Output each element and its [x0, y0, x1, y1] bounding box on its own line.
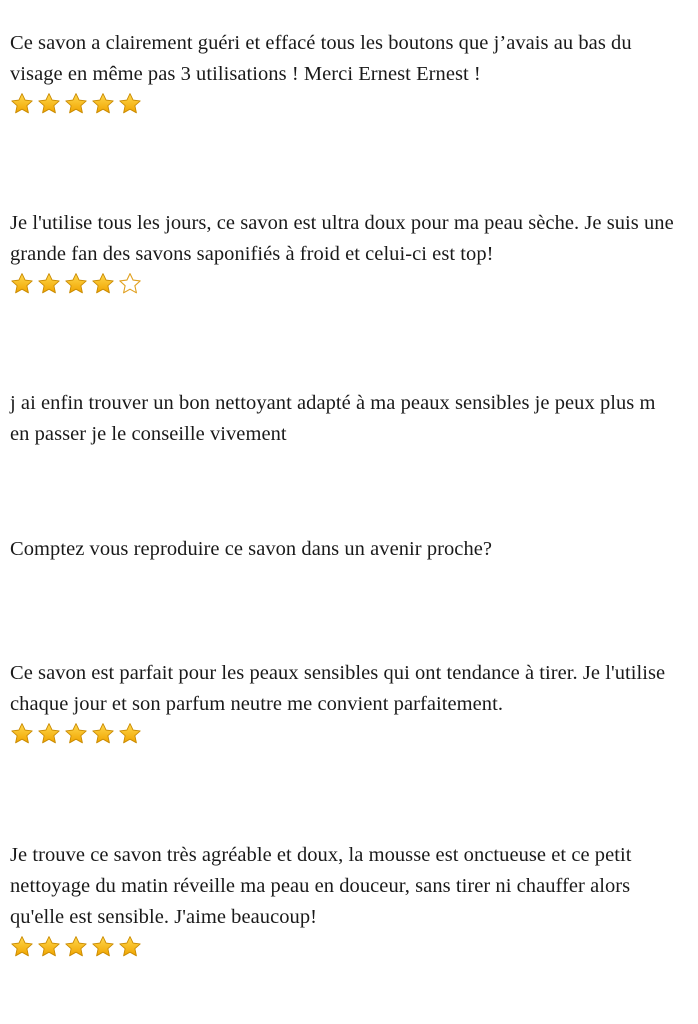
star-filled-icon	[91, 722, 115, 746]
star-filled-icon	[10, 272, 34, 296]
review-item	[10, 208, 680, 297]
review-item	[10, 28, 680, 117]
review-text: Ce savon est parfait pour les peaux sensibles qui ont tendance à tirer. Je l'utilise chaque jour et son parfum neutre me convient parfaitement.	[10, 662, 666, 715]
star-filled-icon	[64, 722, 88, 746]
review-text: Je trouve ce savon très agréable et doux, la mousse est onctueuse et ce petit nettoyage du matin réveille ma peau en douceur, sans tirer ni chauffer alors qu'elle est sensible. J'aime beaucoup!	[10, 844, 632, 928]
star-filled-icon	[10, 935, 34, 959]
star-filled-icon	[118, 935, 142, 959]
review-text: Je l'utilise tous les jours, ce savon est ultra doux pour ma peau sèche. Je suis une grande fan des savons saponifiés à froid et celui-ci est top!	[10, 212, 674, 265]
star-filled-icon	[91, 272, 115, 296]
review-item	[10, 840, 680, 960]
star-filled-icon	[64, 92, 88, 116]
star-filled-icon	[118, 722, 142, 746]
star-filled-icon	[10, 92, 34, 116]
star-rating	[10, 271, 680, 297]
review-item	[10, 388, 680, 450]
star-filled-icon	[37, 722, 61, 746]
star-empty-icon	[118, 272, 142, 296]
review-text: Comptez vous reproduire ce savon dans un avenir proche?	[10, 538, 493, 560]
star-rating	[10, 934, 680, 960]
star-filled-icon	[64, 935, 88, 959]
star-filled-icon	[91, 92, 115, 116]
star-rating	[10, 91, 680, 117]
star-filled-icon	[37, 272, 61, 296]
star-rating	[10, 721, 680, 747]
star-filled-icon	[10, 722, 34, 746]
review-item	[10, 658, 680, 747]
star-filled-icon	[64, 272, 88, 296]
review-text: Ce savon a clairement guéri et effacé tous les boutons que j’avais au bas du visage en même pas 3 utilisations ! Merci Ernest Ernest !	[10, 32, 632, 85]
star-filled-icon	[37, 935, 61, 959]
review-text: j ai enfin trouver un bon nettoyant adapté à ma peaux sensibles je peux plus m en passer je le conseille vivement	[10, 392, 656, 445]
star-filled-icon	[91, 935, 115, 959]
review-item	[10, 534, 680, 565]
star-filled-icon	[37, 92, 61, 116]
star-filled-icon	[118, 92, 142, 116]
